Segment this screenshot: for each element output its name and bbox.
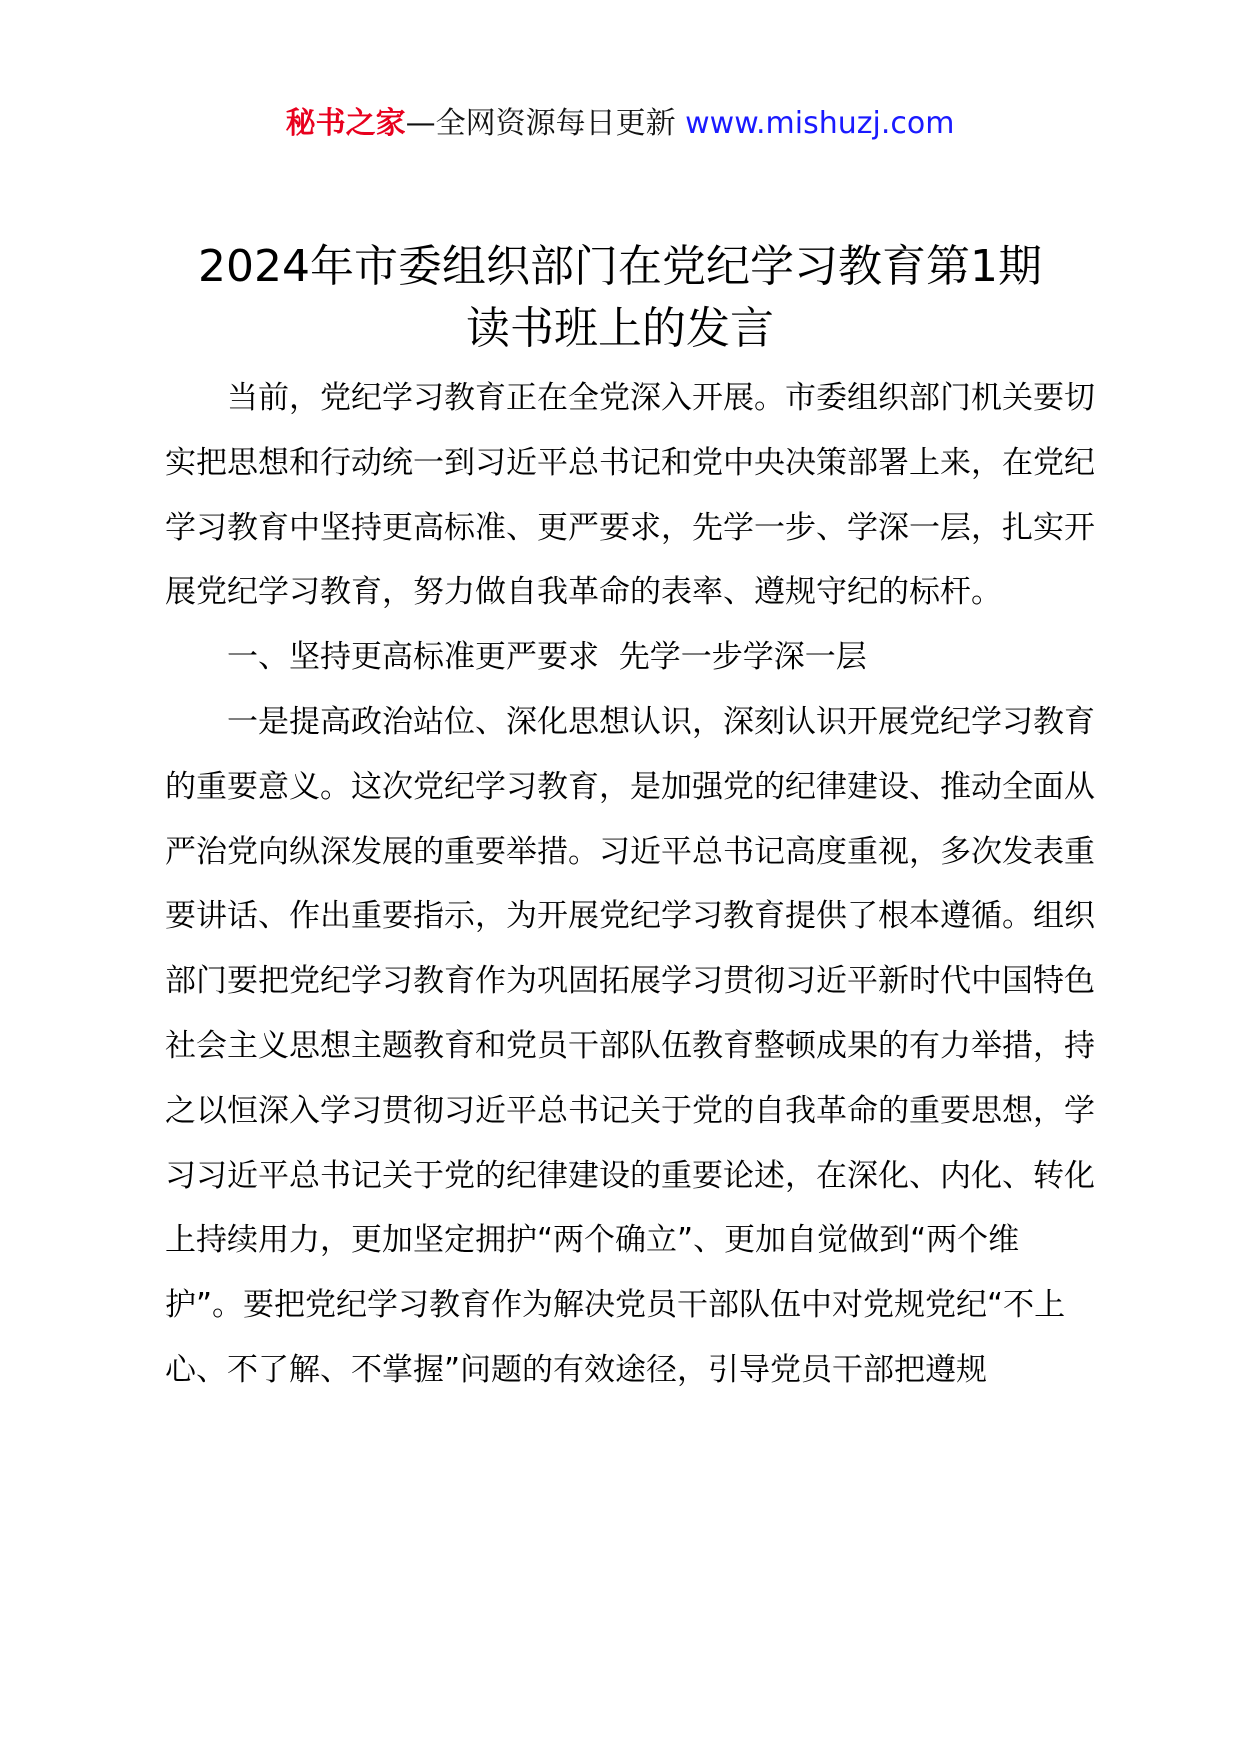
site-header bbox=[0, 102, 1240, 146]
document-body bbox=[165, 366, 1095, 1403]
site-brand: 秘书之家 bbox=[285, 106, 406, 141]
paragraph-point-1: 一是提高政治站位、深化思想认识，深刻认识开展党纪学习教育的重要意义。这次党纪学习教育，是加强党的纪律建设、推动全面从严治党向纵深发展的重要举措。习近平总书记高度重视，多次发表重要讲话、作出重要指示，为开展党纪学习教育提供了根本遵循。组织部门要把党纪学习教育作为巩固拓展学习贯彻习近平新时代中国特色社会主义思想主题教育和党员干部队伍教育整顿成果的有力举措，持之以恒深入学习贯彻习近平总书记关于党的自我革命的重要思想，学习习近平总书记关于党的纪律建设的重要论述，在深化、内化、转化上持续用力，更加坚定拥护“两个确立”、更加自觉做到“两个维护”。要把党纪学习教育作为解决党员干部队伍中对党规党纪“不上心、不了解、不掌握”问题的有效途径，引导党员干部把遵规 bbox=[165, 703, 1095, 1388]
title-line-1: 2024年市委组织部门在党纪学习教育第1期 bbox=[198, 241, 1042, 292]
title-line-2: 读书班上的发言 bbox=[466, 303, 774, 354]
document-title bbox=[150, 236, 1090, 360]
section-heading-1: 一、坚持更高标准更严要求 先学一步学深一层 bbox=[227, 639, 867, 676]
paragraph-intro: 当前，党纪学习教育正在全党深入开展。市委组织部门机关要切实把思想和行动统一到习近平总书记和党中央决策部署上来，在党纪学习教育中坚持更高标准、更严要求，先学一步、学深一层，扎实开展党纪学习教育，努力做自我革命的表率、遵规守纪的标杆。 bbox=[165, 380, 1095, 611]
site-tagline: —全网资源每日更新 bbox=[405, 106, 686, 141]
site-url-link[interactable]: www.mishuzj.com bbox=[685, 106, 955, 141]
